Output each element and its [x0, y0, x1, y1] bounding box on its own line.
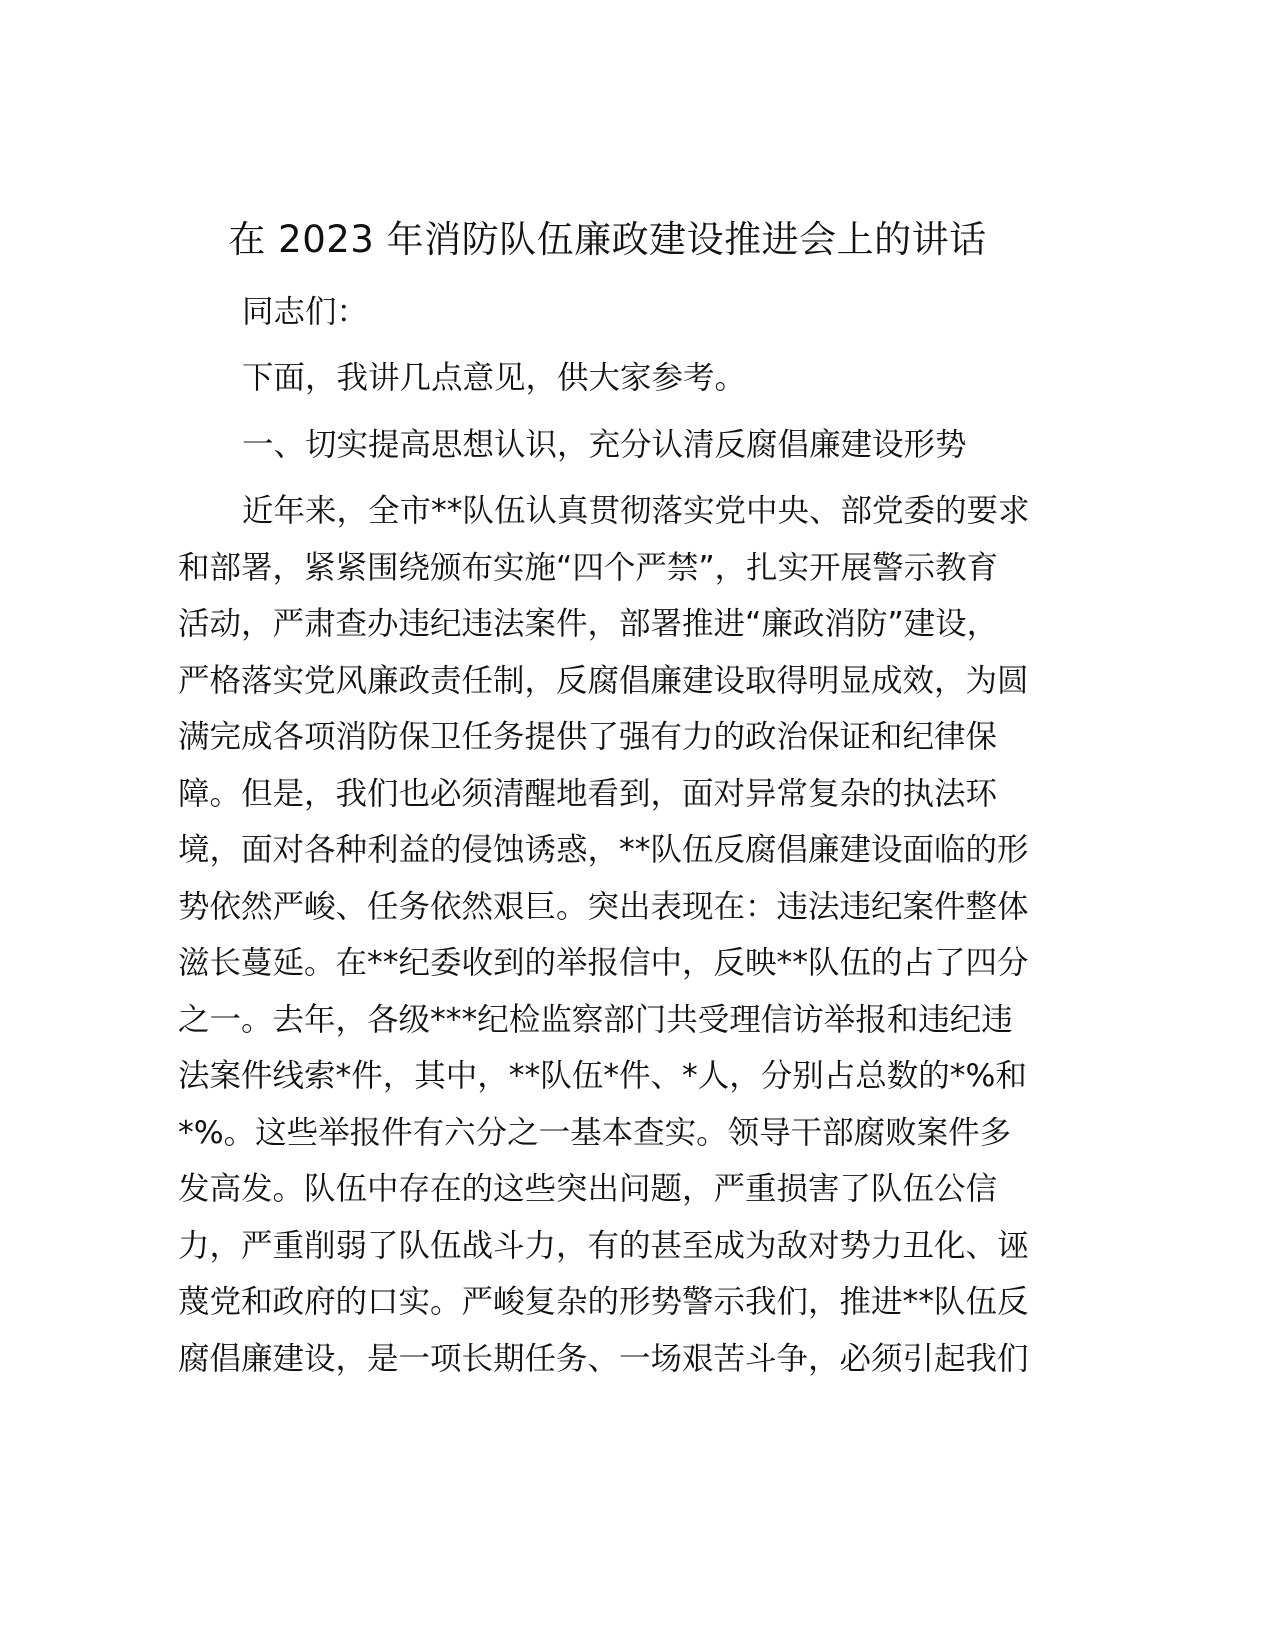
- paragraph-line: 蔑党和政府的口实。严峻复杂的形势警示我们，推进**队伍反: [178, 1284, 1029, 1320]
- paragraph-line: 满完成各项消防保卫任务提供了强有力的政治保证和纪律保: [178, 719, 998, 755]
- intro-paragraph: [178, 350, 1038, 407]
- paragraph-line: 之一。去年，各级***纪检监察部门共受理信访举报和违纪违: [178, 1001, 1013, 1038]
- paragraph-line: 障。但是，我们也必须清醒地看到，面对异常复杂的执法环: [178, 775, 998, 812]
- paragraph-line: *%。这些举报件有六分之一基本查实。领导干部腐败案件多: [178, 1114, 1012, 1151]
- paragraph-line: 滋长蔓延。在**纪委收到的举报信中，反映**队伍的占了四分: [178, 945, 1029, 981]
- salutation: [178, 284, 1038, 341]
- paragraph-line: 严格落实党风廉政责任制，反腐倡廉建设取得明显成效，为圆: [178, 662, 1029, 699]
- paragraph-line: 活动，严肃查办违纪违法案件，部署推进“廉政消防”建设，: [178, 606, 999, 642]
- paragraph-line: 境，面对各种利益的侵蚀诱惑，**队伍反腐倡廉建设面临的形: [178, 832, 1029, 868]
- paragraph-line: 力，严重削弱了队伍战斗力，有的甚至成为敌对势力丑化、诬: [178, 1227, 1029, 1264]
- paragraph-line: 法案件线索*件，其中，**队伍*件、*人，分别占总数的*%和: [178, 1058, 1027, 1094]
- paragraph-line: 势依然严峻、任务依然艰巨。突出表现在：违法违纪案件整体: [178, 888, 1029, 925]
- section-heading-text: 一、切实提高思想认识，充分认清反腐倡廉建设形势: [242, 427, 967, 463]
- paragraph-line: 腐倡廉建设，是一项长期任务、一场艰苦斗争，必须引起我们: [178, 1340, 1029, 1377]
- intro-text: 下面，我讲几点意见，供大家参考。: [242, 360, 747, 396]
- paragraph-1: [178, 483, 1038, 1387]
- document-title: 在 2023 年消防队伍廉政建设推进会上的讲话: [228, 218, 987, 261]
- paragraph-line: 发高发。队伍中存在的这些突出问题，严重损害了队伍公信: [178, 1171, 998, 1207]
- salutation-text: 同志们：: [242, 294, 369, 330]
- section-heading-1: [178, 417, 1038, 474]
- paragraph-line: 近年来，全市**队伍认真贯彻落实党中央、部党委的要求: [242, 493, 1030, 529]
- paragraph-line: 和部署，紧紧围绕颁布实施“四个严禁”，扎实开展警示教育: [178, 549, 999, 586]
